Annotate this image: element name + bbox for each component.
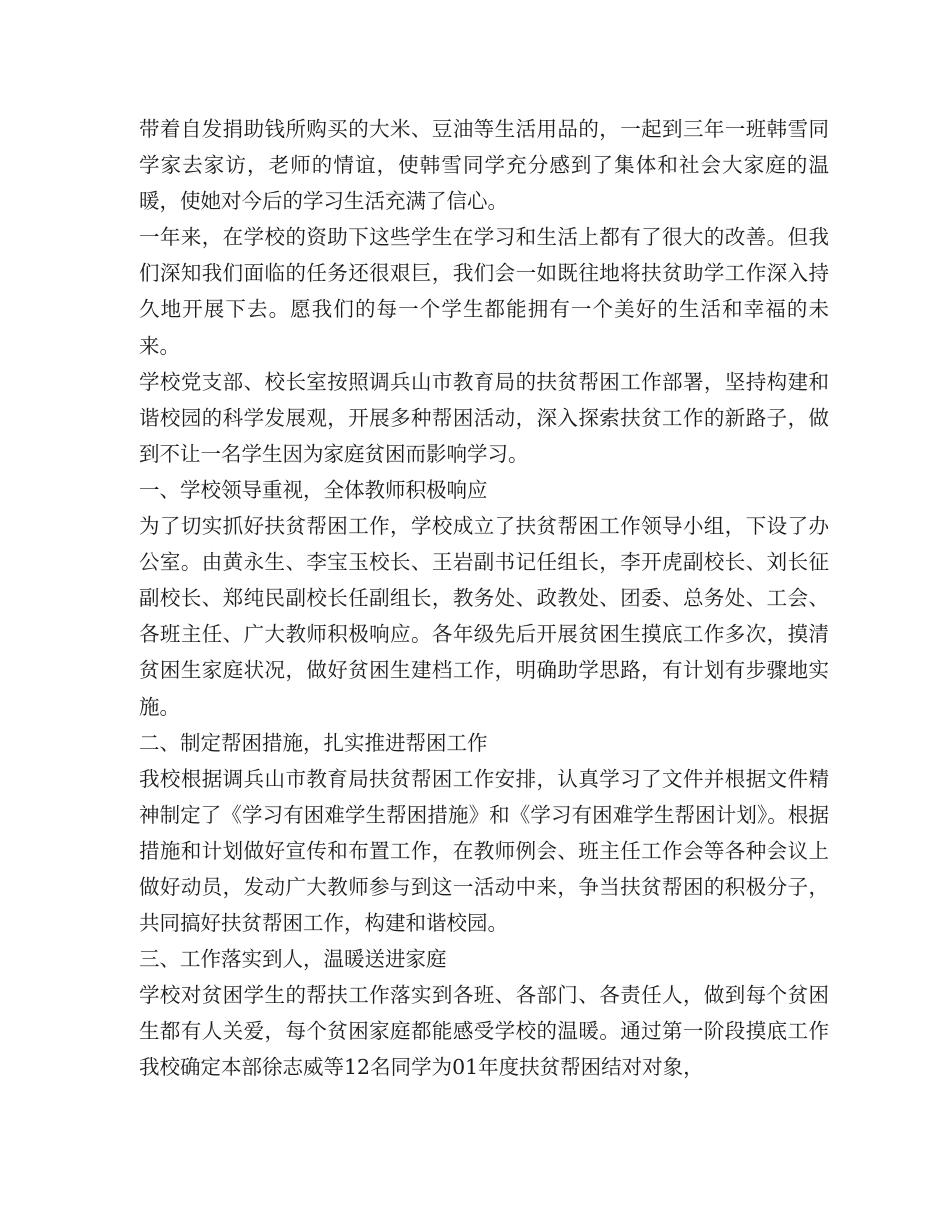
body-paragraph: 一年来，在学校的资助下这些学生在学习和生活上都有了很大的改善。但我们深知我们面临的任务还很艰巨，我们会一如既往地将扶贫助学工作深入持久地开展下去。愿我们的每一个学生都能拥有一个美好的生活和幸福的未来。: [139, 225, 829, 358]
body-paragraph: 学校对贫困学生的帮扶工作落实到各班、各部门、各责任人，做到每个贫困生都有人关爱，每个贫困家庭都能感受学校的温暖。通过第一阶段摸底工作我校确定本部徐志威等12名同学为01年度扶贫帮困结对对象，: [139, 983, 829, 1080]
body-paragraph: 学校党支部、校长室按照调兵山市教育局的扶贫帮困工作部署，坚持构建和谐校园的科学发展观，开展多种帮困活动，深入探索扶贫工作的新路子，做到不让一名学生因为家庭贫困而影响学习。: [139, 369, 829, 466]
document-body: [139, 111, 829, 1086]
section-heading: 三、工作落实到人，温暖送进家庭: [139, 947, 447, 972]
body-paragraph: 为了切实抓好扶贫帮困工作，学校成立了扶贫帮困工作领导小组，下设了办公室。由黄永生、李宝玉校长、王岩副书记任组长，李开虎副校长、刘长征副校长、郑纯民副校长任副组长，教务处、政教处、团委、总务处、工会、各班主任、广大教师积极响应。各年级先后开展贫困生摸底工作多次，摸清贫困生家庭状况，做好贫困生建档工作，明确助学思路，有计划有步骤地实施。: [139, 514, 829, 719]
body-paragraph: 我校根据调兵山市教育局扶贫帮困工作安排，认真学习了文件并根据文件精神制定了《学习有困难学生帮困措施》和《学习有困难学生帮困计划》。根据措施和计划做好宣传和布置工作，在教师例会、班主任工作会等各种会议上做好动员，发动广大教师参与到这一活动中来，争当扶贫帮困的积极分子，共同搞好扶贫帮困工作，构建和谐校园。: [139, 766, 829, 936]
body-paragraph: 带着自发捐助钱所购买的大米、豆油等生活用品的，一起到三年一班韩雪同学家去家访，老师的情谊，使韩雪同学充分感到了集体和社会大家庭的温暖，使她对今后的学习生活充满了信心。: [139, 117, 829, 214]
section-heading: 二、制定帮困措施，扎实推进帮困工作: [139, 730, 488, 755]
section-heading: 一、学校领导重视，全体教师积极响应: [139, 477, 488, 502]
